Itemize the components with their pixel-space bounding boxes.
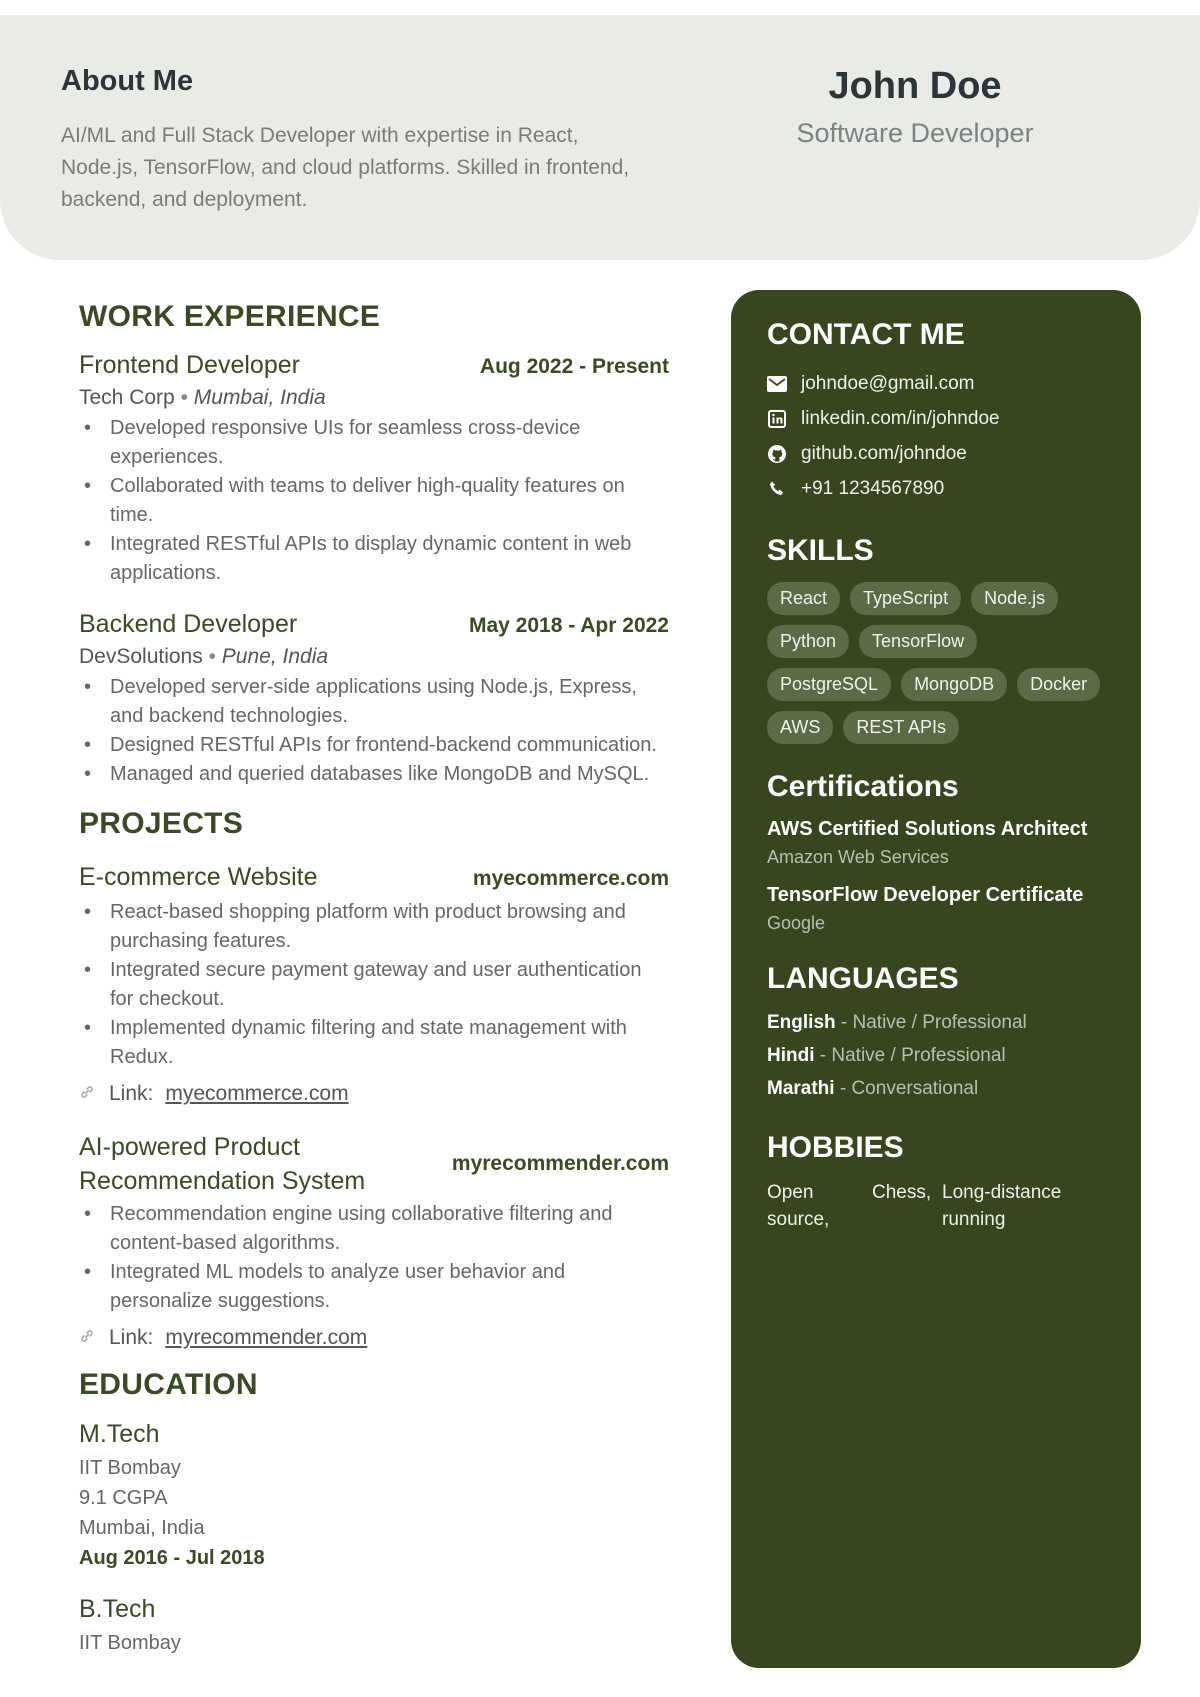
language-item (767, 1006, 1105, 1039)
contact-linkedin-text: linkedin.com/in/johndoe (801, 407, 1000, 429)
job-company-line: Tech Corp • Mumbai, India (79, 386, 326, 409)
education-section-title: EDUCATION (79, 1368, 258, 1401)
language-level: - Native / Professional (840, 1012, 1027, 1033)
contact-linkedin[interactable] (767, 401, 1105, 436)
contact-email-text: johndoe@gmail.com (801, 372, 975, 394)
project-bullets (79, 898, 669, 1072)
contact-title: CONTACT ME (767, 318, 965, 351)
job-date: May 2018 - Apr 2022 (468, 614, 669, 637)
bullet-item: • Developed server-side applications using Node.js, Express, and backend technologies. (79, 673, 669, 731)
bullet-item: • Recommendation engine using collaborative filtering and content-based algorithms. (79, 1200, 669, 1258)
project-title (79, 1130, 365, 1198)
cert-org: Amazon Web Services (767, 847, 949, 867)
bullet-item: • Developed responsive UIs for seamless cross-device experiences. (79, 414, 669, 472)
skills-list (767, 582, 1107, 744)
job-date: Aug 2022 - Present (479, 355, 669, 378)
bullet-item: • Collaborated with teams to deliver high-quality features on time. (79, 472, 669, 530)
projects-section-title: PROJECTS (79, 807, 244, 840)
phone-icon (767, 479, 787, 499)
skill-chip: TensorFlow (859, 625, 977, 658)
language-name: English (767, 1012, 836, 1033)
project-site: myecommerce.com (472, 867, 669, 890)
project-link-label: Link: (109, 1082, 154, 1105)
top-strip (0, 0, 1200, 15)
languages-list (767, 1006, 1105, 1105)
contact-github-text: github.com/johndoe (801, 442, 967, 464)
cert-name: AWS Certified Solutions Architect (767, 818, 1088, 840)
bullet-item: • Designed RESTful APIs for frontend-backend communication. (79, 731, 669, 760)
language-name: Marathi (767, 1078, 835, 1099)
linkedin-icon (767, 409, 787, 429)
bullet-item: • Integrated secure payment gateway and user authentication for checkout. (79, 956, 669, 1014)
edu-grade: 9.1 CGPA (79, 1487, 168, 1509)
project-title: E-commerce Website (79, 863, 318, 891)
bullet-item: • Implemented dynamic filtering and state management with Redux. (79, 1014, 669, 1072)
contact-phone-text: +91 1234567890 (801, 477, 945, 499)
contact-list (767, 366, 1105, 506)
edu-location: Mumbai, India (79, 1517, 205, 1539)
skill-chip: Docker (1017, 668, 1100, 701)
project-bullets (79, 1200, 669, 1316)
link-icon (79, 1084, 97, 1105)
work-section-title: WORK EXPERIENCE (79, 300, 381, 333)
project-entry (79, 863, 669, 1106)
skills-title: SKILLS (767, 534, 874, 567)
main-column (79, 300, 669, 1658)
edu-degree: M.Tech (79, 1420, 160, 1448)
skill-chip: MongoDB (901, 668, 1007, 701)
hobbies-title: HOBBIES (767, 1131, 904, 1164)
cert-item (767, 818, 1105, 868)
contact-phone[interactable] (767, 471, 1105, 506)
languages-title: LANGUAGES (767, 962, 959, 995)
job-company: DevSolutions (79, 645, 203, 668)
candidate-name: John Doe (828, 65, 1002, 107)
skill-chip: REST APIs (843, 711, 959, 744)
bullet-item: • Integrated RESTful APIs to display dynamic content in web applications. (79, 530, 669, 588)
bullet-item: • React-based shopping platform with product browsing and purchasing features. (79, 898, 669, 956)
project-link[interactable]: myrecommender.com (165, 1326, 368, 1349)
job-bullets (79, 414, 669, 588)
project-site: myrecommender.com (451, 1152, 669, 1175)
bullet-item: • Integrated ML models to analyze user behavior and personalize suggestions. (79, 1258, 669, 1316)
link-icon (79, 1328, 97, 1349)
project-entry (79, 1130, 669, 1350)
project-title-line: AI-powered Product (79, 1133, 300, 1161)
skill-chip: AWS (767, 711, 833, 744)
project-link-row (79, 1082, 669, 1106)
job-entry (79, 610, 669, 789)
edu-school: IIT Bombay (79, 1457, 181, 1479)
job-company: Tech Corp (79, 386, 175, 409)
email-icon (767, 374, 787, 394)
contact-github[interactable] (767, 436, 1105, 471)
hobbies-list (767, 1179, 1105, 1233)
project-link[interactable]: myecommerce.com (165, 1082, 349, 1105)
job-title: Frontend Developer (79, 351, 300, 379)
about-title: About Me (61, 65, 194, 97)
github-icon (767, 444, 787, 464)
bullet-item: • Managed and queried databases like MongoDB and MySQL. (79, 760, 669, 789)
job-bullets (79, 673, 669, 789)
certifications-title: Certifications (767, 770, 959, 803)
education-entry (79, 1595, 669, 1658)
project-title-line: Recommendation System (79, 1167, 366, 1195)
sidebar-panel (731, 290, 1141, 1668)
skill-chip: TypeScript (850, 582, 961, 615)
language-item (767, 1039, 1105, 1072)
hobby-item: Long-distance running (942, 1182, 1062, 1230)
edu-school: IIT Bombay (79, 1632, 181, 1654)
language-level: - Native / Professional (819, 1045, 1006, 1066)
job-location: Pune, India (221, 645, 329, 668)
language-level: - Conversational (839, 1078, 979, 1099)
contact-email[interactable] (767, 366, 1105, 401)
job-entry (79, 351, 669, 588)
job-company-line: DevSolutions • Pune, India (79, 645, 329, 668)
hobby-item: Chess, (872, 1182, 932, 1203)
hobby-item: Open source, (767, 1182, 830, 1230)
skill-chip: Node.js (971, 582, 1058, 615)
header-panel (0, 15, 1200, 260)
education-entry (79, 1420, 669, 1573)
job-title: Backend Developer (79, 610, 298, 638)
project-link-row (79, 1326, 669, 1350)
language-name: Hindi (767, 1045, 815, 1066)
candidate-role: Software Developer (796, 118, 1034, 148)
cert-name: TensorFlow Developer Certificate (767, 884, 1084, 906)
skill-chip: Python (767, 625, 849, 658)
about-text: AI/ML and Full Stack Developer with expertise in React, Node.js, TensorFlow, and cloud platforms. Skilled in frontend, backend, and deployment. (61, 124, 630, 211)
job-location: Mumbai, India (193, 386, 326, 409)
edu-date: Aug 2016 - Jul 2018 (79, 1547, 265, 1569)
skill-chip: React (767, 582, 840, 615)
project-link-label: Link: (109, 1326, 154, 1349)
cert-item (767, 884, 1105, 934)
edu-degree: B.Tech (79, 1595, 156, 1623)
language-item (767, 1072, 1105, 1105)
skill-chip: PostgreSQL (767, 668, 891, 701)
cert-org: Google (767, 913, 826, 933)
